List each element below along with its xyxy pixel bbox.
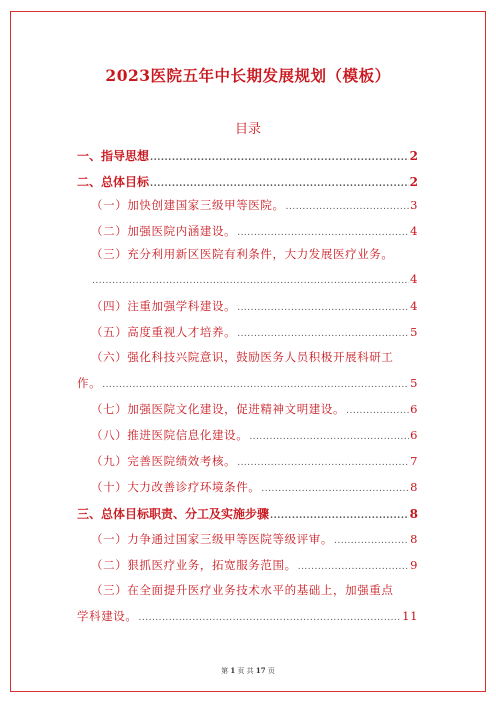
- toc-entry[interactable]: [91, 401, 418, 417]
- toc-entry-label: （五）高度重视人才培养。: [91, 325, 237, 339]
- toc-leader-dots: [286, 202, 409, 212]
- toc-leader-dots: [139, 613, 402, 623]
- toc-leader-dots: [261, 484, 409, 494]
- toc-entry[interactable]: [77, 608, 418, 624]
- toc-entry-label: 二、总体目标: [77, 175, 150, 189]
- toc-page-number: 4: [410, 224, 418, 238]
- toc-heading: 目录: [234, 122, 261, 137]
- toc-entry-wrapped-line[interactable]: （三）充分利用新区医院有利条件，大力发展医疗业务。: [91, 247, 394, 261]
- toc-entry[interactable]: [91, 223, 418, 239]
- toc-page-number: 4: [410, 272, 418, 286]
- toc-entry-label: （二）狠抓医疗业务，拓宽服务范围。: [91, 558, 297, 572]
- toc-entry-label: （十）大力改善诊疗环境条件。: [91, 480, 261, 494]
- toc-leader-dots: [249, 432, 409, 442]
- toc-leader-dots: [92, 276, 409, 286]
- toc-entry-guiding-ideology[interactable]: [77, 147, 418, 164]
- toc-leader-dots: [150, 179, 409, 189]
- page-footer: [0, 666, 496, 676]
- toc-entry-label: （一）加快创建国家三级甲等医院。: [91, 198, 285, 212]
- toc-entry[interactable]: [91, 197, 418, 213]
- toc-entry[interactable]: [91, 453, 418, 469]
- toc-page-number: 4: [410, 299, 418, 313]
- toc-entry-label: 一、指导思想: [77, 149, 150, 163]
- toc-page-number: 5: [410, 325, 418, 339]
- toc-entry-label: （一）力争通过国家三级甲等医院等级评审。: [91, 532, 333, 546]
- toc-leader-dots: [237, 458, 409, 468]
- toc-entry[interactable]: [91, 531, 418, 547]
- toc-page-number: 6: [410, 402, 418, 416]
- document-title: 2023医院五年中长期发展规划（模板）: [105, 66, 391, 85]
- toc-entry[interactable]: [77, 375, 418, 391]
- footer-prefix: 第: [221, 667, 229, 675]
- toc-entry-label: （四）注重加强学科建设。: [91, 299, 237, 313]
- toc-leader-dots: [237, 228, 409, 238]
- toc-page-number: 2: [409, 175, 418, 189]
- toc-entry[interactable]: [91, 324, 418, 340]
- toc-leader-dots: [298, 562, 409, 572]
- toc-entry[interactable]: [91, 272, 418, 286]
- footer-current-page: 1: [230, 666, 236, 675]
- toc-page-number: 8: [409, 507, 418, 521]
- toc-entry-label: （九）完善医院绩效考核。: [91, 454, 237, 468]
- toc-entry-responsibilities[interactable]: [77, 505, 418, 522]
- toc-leader-dots: [270, 511, 409, 521]
- toc-entry-label: （二）加强医院内涵建设。: [91, 224, 237, 238]
- toc-entry[interactable]: [91, 427, 418, 443]
- toc-entry[interactable]: [91, 298, 418, 314]
- toc-page-number: 3: [410, 198, 418, 212]
- toc-leader-dots: [237, 303, 409, 313]
- toc-entry-label: 三、总体目标职责、分工及实施步骤: [77, 507, 270, 521]
- toc-leader-dots: [237, 329, 409, 339]
- toc-entry-label: （八）推进医院信息化建设。: [91, 428, 249, 442]
- toc-page-number: 6: [410, 428, 418, 442]
- footer-mid: 页 共: [237, 667, 254, 675]
- toc-entry-overall-goals[interactable]: [77, 173, 418, 190]
- footer-total-pages: 17: [255, 666, 266, 675]
- toc-page-number: 2: [409, 149, 418, 163]
- toc-page-number: 7: [410, 454, 418, 468]
- toc-page-number: 11: [402, 609, 418, 623]
- toc-entry[interactable]: [91, 557, 418, 573]
- toc-entry-label: 学科建设。: [77, 609, 138, 623]
- toc-page-number: 8: [410, 532, 418, 546]
- toc-page-number: 9: [410, 558, 418, 572]
- toc-leader-dots: [334, 536, 409, 546]
- footer-suffix: 页: [267, 667, 275, 675]
- toc-entry-label: 作。: [77, 376, 102, 390]
- toc-entry-wrapped-line[interactable]: （三）在全面提升医疗业务技术水平的基础上，加强重点: [91, 583, 394, 597]
- toc-leader-dots: [102, 380, 409, 390]
- toc-page-number: 8: [410, 480, 418, 494]
- toc-leader-dots: [150, 153, 409, 163]
- toc-page-number: 5: [410, 376, 418, 390]
- toc-entry[interactable]: [91, 479, 418, 495]
- toc-leader-dots: [346, 406, 409, 416]
- toc-entry-wrapped-line[interactable]: （六）强化科技兴院意识，鼓励医务人员积极开展科研工: [91, 350, 394, 364]
- toc-entry-label: （七）加强医院文化建设，促进精神文明建设。: [91, 402, 346, 416]
